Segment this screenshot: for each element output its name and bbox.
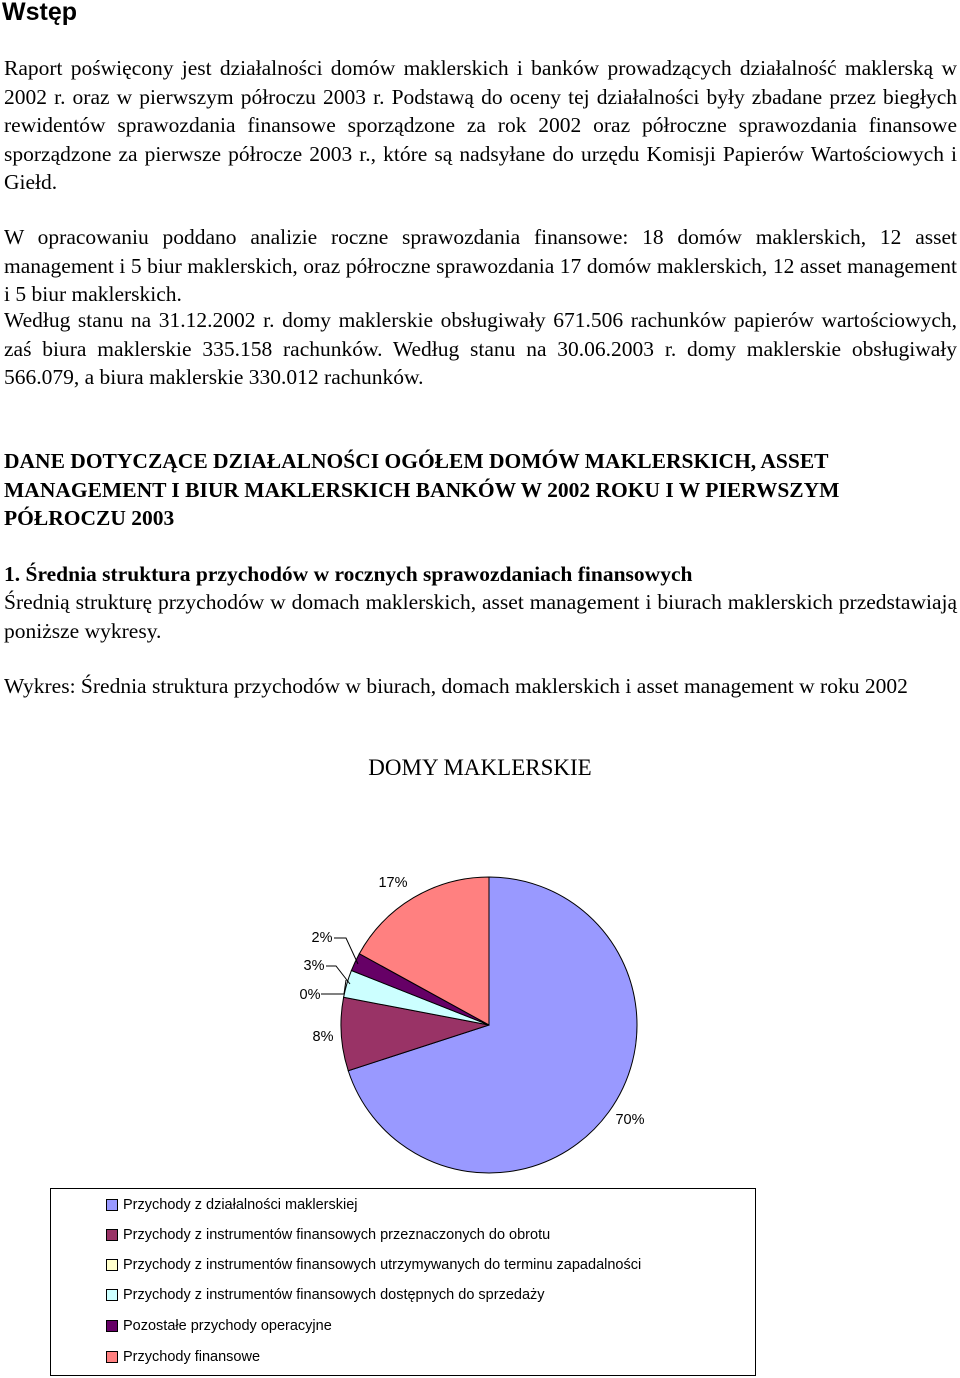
legend-item (106, 1225, 550, 1245)
intro-paragraph: Raport poświęcony jest działalności domów maklerskich i banków prowadzących działalność maklerską w 2002 r. oraz w pierwszym półroczu 2003 r. Podstawą do oceny tej działalności były zbadane przez biegłych rewidentów sprawozdania finansowe sporządzone za rok 2002 oraz półroczne sprawozdania finansowe sporządzone za pierwsze półrocze 2003 r., które są nadsyłane do urzędu Komisji Papierów Wartościowych i Giełd. (4, 56, 957, 195)
pie-slices (341, 877, 637, 1173)
pie-value-label: 0% (299, 987, 321, 1003)
legend-swatch (106, 1320, 118, 1332)
legend-swatch (106, 1289, 118, 1301)
legend-label: Pozostałe przychody operacyjne (123, 1318, 332, 1334)
pie-value-label: 3% (303, 958, 325, 974)
legend-swatch (106, 1351, 118, 1363)
legend-item (106, 1316, 332, 1336)
legend-item (106, 1195, 358, 1215)
pie-chart (0, 860, 960, 1180)
legend-item (106, 1285, 545, 1305)
legend-label: Przychody finansowe (123, 1349, 261, 1365)
analysis-paragraph: W opracowaniu poddano analizie roczne sprawozdania finansowe: 18 domów maklerskich, 12 asset management i 5 biur maklerskich, oraz półroczne sprawozdania 17 domów maklerskich, 12 asset management i 5 biur maklerskich. (4, 225, 957, 307)
chart-caption: Wykres: Średnia struktura przychodów w biurach, domach maklerskich i asset management w roku 2002 (4, 674, 908, 698)
legend-swatch (106, 1259, 118, 1271)
pie-value-label: 8% (312, 1029, 334, 1045)
pie-value-label: 2% (311, 930, 333, 946)
pie-leader-line (326, 966, 350, 984)
legend-label: Przychody z instrumentów finansowych przeznaczonych do obrotu (123, 1227, 551, 1243)
legend-item (106, 1347, 260, 1367)
legend-label: Przychody z instrumentów finansowych utrzymywanych do terminu zapadalności (123, 1257, 642, 1273)
legend-label: Przychody z instrumentów finansowych dostępnych do sprzedaży (123, 1287, 545, 1303)
legend-item (106, 1255, 641, 1275)
pie-value-label: 17% (378, 875, 408, 891)
legend-label: Przychody z działalności maklerskiej (123, 1197, 358, 1213)
subsection-title: 1. Średnia struktura przychodów w rocznych sprawozdaniach finansowych (4, 562, 693, 586)
legend-swatch (106, 1229, 118, 1241)
chart-legend (50, 1188, 756, 1376)
page-heading: Wstęp (2, 0, 77, 26)
pie-leader-line (321, 980, 346, 994)
pie-leader-line (334, 938, 358, 964)
legend-swatch (106, 1199, 118, 1211)
accounts-paragraph: Według stanu na 31.12.2002 r. domy maklerskie obsługiwały 671.506 rachunków papierów wartościowych, zaś biura maklerskie 335.158 rachunków. Według stanu na 30.06.2003 r. domy maklerskie obsługiwały 566.079, a biura maklerskie 330.012 rachunków. (4, 308, 957, 390)
structure-intro-paragraph: Średnią strukturę przychodów w domach maklerskich, asset management i biurach maklerskich przedstawiają poniższe wykresy. (4, 590, 957, 643)
section-title: DANE DOTYCZĄCE DZIAŁALNOŚCI OGÓŁEM DOMÓW MAKLERSKICH, ASSET MANAGEMENT I BIUR MAKLERSKICH BANKÓW W 2002 ROKU I W PIERWSZYM PÓŁROCZU 2003 (4, 449, 840, 531)
chart-title: DOMY MAKLERSKIE (368, 755, 592, 780)
pie-value-label: 70% (615, 1112, 645, 1128)
